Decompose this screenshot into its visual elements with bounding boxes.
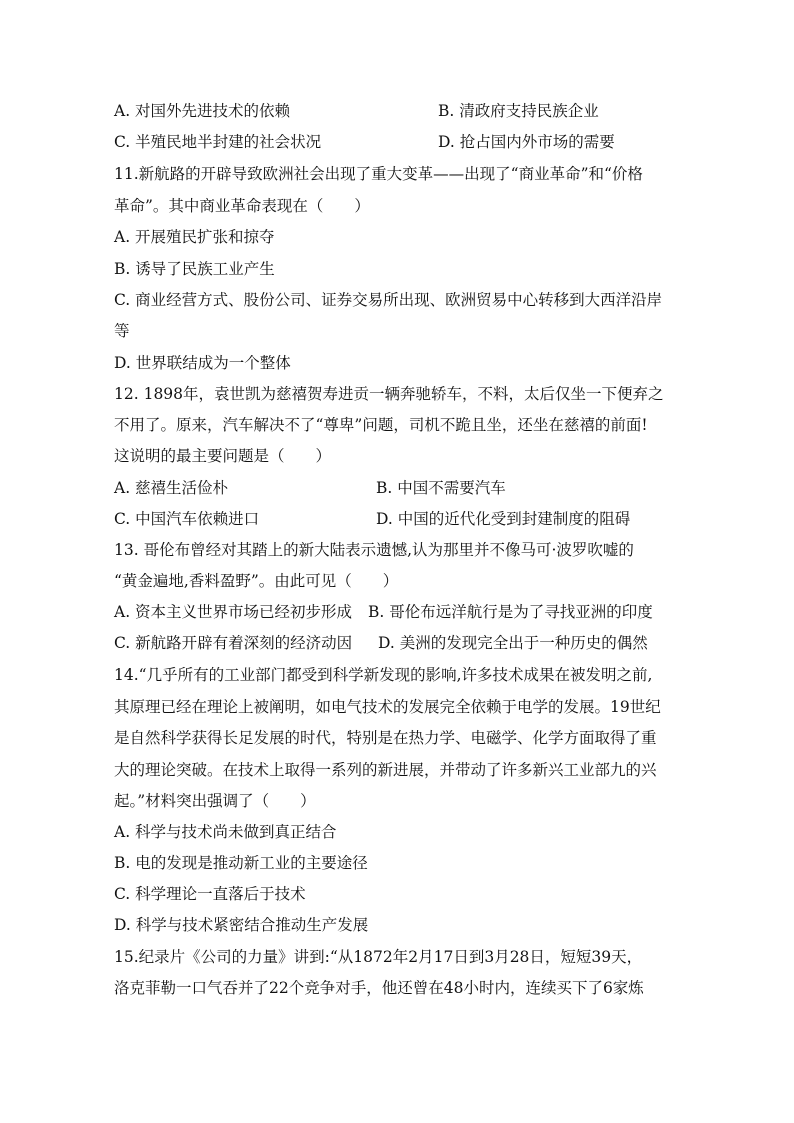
q14-stem-line-3: 是自然科学获得长足发展的时代，特别是在热力学、电磁学、化学方面取得了重 (114, 729, 657, 747)
q10-option-a[interactable]: A. 对国外先进技术的依赖 (114, 102, 291, 120)
q10-option-d[interactable]: D. 抢占国内外市场的需要 (438, 133, 615, 151)
q13-options-row-1 (114, 602, 684, 622)
q12-stem-line-1: 12. 1898年，袁世凯为慈禧贺寿进贡一辆奔驰轿车，不料，太后仅坐一下便弃之 (114, 385, 664, 403)
q13-options-row-2 (114, 633, 684, 653)
q15-stem-line-1: 15.纪录片《公司的力量》讲到:“从1872年2月17日到3月28日，短短39天， (114, 948, 643, 966)
q13-option-b[interactable]: B. 哥伦布远洋航行是为了寻找亚洲的印度 (368, 603, 653, 621)
q10-option-b[interactable]: B. 清政府支持民族企业 (438, 102, 599, 120)
q13-option-c[interactable]: C. 新航路开辟有着深刻的经济动因 (114, 634, 353, 652)
q12-option-b[interactable]: B. 中国不需要汽车 (376, 479, 506, 497)
q11-option-c-cont: 等 (114, 322, 130, 340)
q14-stem-line-2: 其原理已经在理论上被阐明，如电气技术的发展完全依赖于电学的发展。19世纪 (114, 698, 661, 716)
q14-stem-line-1: 14.“几乎所有的工业部门都受到科学新发现的影响,许多技术成果在被发明之前, (114, 666, 653, 684)
q13-stem-line-2: “黄金遍地,香料盈野”。由此可见（ ） (114, 572, 399, 590)
q11-option-b[interactable]: B. 诱导了民族工业产生 (114, 260, 275, 278)
q13-option-a[interactable]: A. 资本主义世界市场已经初步形成 (114, 603, 353, 621)
q12-stem-line-3: 这说明的最主要问题是（ ） (114, 447, 332, 465)
q11-option-d[interactable]: D. 世界联结成为一个整体 (114, 354, 291, 372)
q14-stem-line-5: 起。”材料突出强调了（ ） (114, 792, 316, 810)
q13-option-d[interactable]: D. 美洲的发现完全出于一种历史的偶然 (378, 634, 648, 652)
q11-stem-line-2: 革命”。其中商业革命表现在（ ） (114, 197, 370, 215)
q14-option-a[interactable]: A. 科学与技术尚未做到真正结合 (114, 823, 337, 841)
q11-option-a[interactable]: A. 开展殖民扩张和掠夺 (114, 228, 275, 246)
q10-option-c[interactable]: C. 半殖民地半封建的社会状况 (114, 133, 322, 151)
q12-stem-line-2: 不用了。原来，汽车解决不了“尊卑”问题，司机不跪且坐，还坐在慈禧的前面! (114, 416, 648, 434)
q12-options-row-1 (114, 478, 684, 498)
q14-stem-line-4: 大的理论突破。在技术上取得一系列的新进展，并带动了许多新兴工业部九的兴 (114, 761, 657, 779)
q10-options-row-2 (114, 132, 684, 152)
q11-stem-line-1: 11.新航路的开辟导致欧洲社会出现了重大变革——出现了“商业革命”和“价格 (114, 165, 643, 183)
q14-option-b[interactable]: B. 电的发现是推动新工业的主要途径 (114, 854, 368, 872)
q12-option-d[interactable]: D. 中国的近代化受到封建制度的阻碍 (376, 510, 631, 528)
q11-option-c[interactable]: C. 商业经营方式、股份公司、证券交易所出现、欧洲贸易中心转移到大西洋沿岸 (114, 291, 663, 309)
q14-option-c[interactable]: C. 科学理论一直落后于技术 (114, 885, 306, 903)
q10-options-row-1 (114, 101, 684, 121)
q12-option-c[interactable]: C. 中国汽车依赖进口 (114, 510, 260, 528)
q15-stem-line-2: 洛克菲勒一口气吞并了22个竞争对手，他还曾在48小时内，连续买下了6家炼 (114, 979, 644, 997)
q12-option-a[interactable]: A. 慈禧生活俭朴 (114, 479, 229, 497)
q12-options-row-2 (114, 509, 684, 529)
q13-stem-line-1: 13. 哥伦布曾经对其踏上的新大陆表示遗憾,认为那里并不像马可·波罗吹嘘的 (114, 541, 634, 559)
q14-option-d[interactable]: D. 科学与技术紧密结合推动生产发展 (114, 916, 369, 934)
